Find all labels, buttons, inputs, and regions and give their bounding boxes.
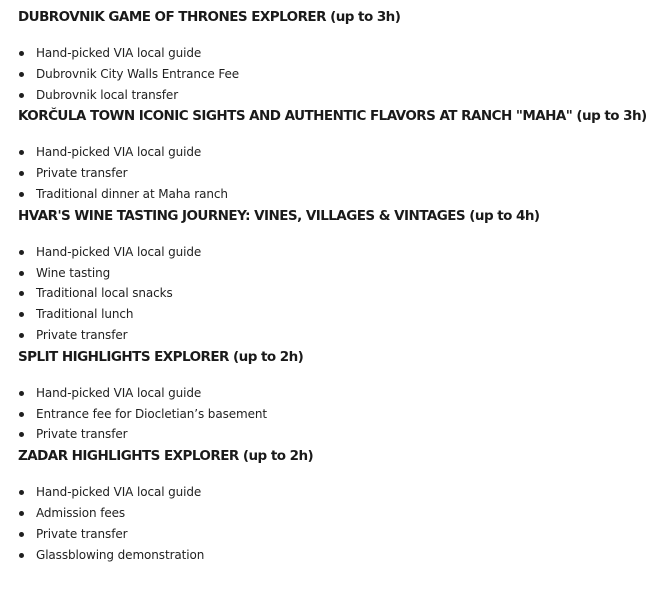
bullet-dot-icon <box>19 391 24 396</box>
tour-section-korcula <box>18 107 647 204</box>
tour-inclusions-list <box>18 8 647 565</box>
inclusions-list <box>18 242 608 346</box>
section-heading <box>18 207 608 225</box>
list-item <box>18 263 608 284</box>
bullet-dot-icon <box>19 333 24 338</box>
list-item-text: Private transfer <box>36 526 128 541</box>
list-item <box>18 64 608 85</box>
section-heading <box>18 107 647 125</box>
list-item <box>18 383 608 404</box>
bullet-dot-icon <box>19 192 24 197</box>
bullet-dot-icon <box>19 432 24 437</box>
bullet-dot-icon <box>19 291 24 296</box>
list-item <box>18 85 608 106</box>
section-duration: (up to 3h) <box>576 108 647 125</box>
bullet-dot-icon <box>19 93 24 98</box>
list-item <box>18 142 608 163</box>
list-item-text: Traditional dinner at Maha ranch <box>36 186 228 201</box>
bullet-dot-icon <box>19 532 24 537</box>
inclusions-list <box>18 43 608 105</box>
bullet-dot-icon <box>19 511 24 516</box>
list-item <box>18 43 608 64</box>
bullet-dot-icon <box>19 250 24 255</box>
bullet-dot-icon <box>19 72 24 77</box>
list-item <box>18 184 608 205</box>
list-item <box>18 242 608 263</box>
list-item-text: Admission fees <box>36 505 126 520</box>
list-item-text: Hand-picked VIA local guide <box>36 46 202 60</box>
list-item-text: Glassblowing demonstration <box>36 547 205 562</box>
section-duration: (up to 4h) <box>469 207 540 224</box>
list-item-text: Entrance fee for Diocletian’s basement <box>36 406 267 421</box>
section-title-text: SPLIT HIGHLIGHTS EXPLORER <box>18 348 229 365</box>
list-item-text: Dubrovnik local transfer <box>36 87 179 102</box>
list-item-text: Hand-picked VIA local guide <box>36 145 202 160</box>
list-item-text: Hand-picked VIA local guide <box>36 385 202 400</box>
inclusions-list <box>18 482 608 565</box>
section-title-text: KORČULA TOWN ICONIC SIGHTS AND AUTHENTIC FLAVORS AT RANCH "MAHA" <box>18 108 573 125</box>
section-duration: (up to 2h) <box>233 348 304 365</box>
list-item <box>18 424 608 445</box>
list-item <box>18 404 608 425</box>
list-item <box>18 482 608 503</box>
bullet-dot-icon <box>19 171 24 176</box>
bullet-dot-icon <box>19 412 24 417</box>
list-item-text: Private transfer <box>36 327 128 342</box>
list-item <box>18 503 608 524</box>
tour-section-hvar <box>18 207 608 346</box>
list-item-text: Private transfer <box>36 427 128 442</box>
list-item-text: Private transfer <box>36 166 128 181</box>
bullet-dot-icon <box>19 490 24 495</box>
section-title-text: ZADAR HIGHLIGHTS EXPLORER <box>18 448 239 465</box>
tour-section-zadar <box>18 447 608 565</box>
inclusions-list <box>18 383 608 445</box>
inclusions-list <box>18 142 608 204</box>
list-item-text: Traditional local snacks <box>36 286 173 301</box>
bullet-dot-icon <box>19 312 24 317</box>
list-item <box>18 325 608 346</box>
list-item-text: Traditional lunch <box>36 307 134 322</box>
list-item-text: Dubrovnik City Walls Entrance Fee <box>36 66 240 81</box>
bullet-dot-icon <box>19 150 24 155</box>
tour-section-dubrovnik <box>18 8 608 105</box>
list-item <box>18 163 608 184</box>
section-heading <box>18 8 608 26</box>
section-heading <box>18 447 608 465</box>
bullet-dot-icon <box>19 51 24 56</box>
list-item-text: Wine tasting <box>36 265 111 280</box>
list-item <box>18 304 608 325</box>
section-title-text: HVAR'S WINE TASTING JOURNEY: VINES, VILLAGES & VINTAGES <box>18 207 466 224</box>
section-duration: (up to 2h) <box>242 448 314 465</box>
section-title-text: DUBROVNIK GAME OF THRONES EXPLORER <box>18 9 326 25</box>
list-item <box>18 283 608 304</box>
tour-section-split <box>18 348 608 445</box>
bullet-dot-icon <box>19 271 24 276</box>
list-item <box>18 545 608 566</box>
list-item <box>18 524 608 545</box>
section-duration: (up to 3h) <box>330 9 401 25</box>
list-item-text: Hand-picked VIA local guide <box>36 485 202 500</box>
list-item-text: Hand-picked VIA local guide <box>36 244 202 259</box>
bullet-dot-icon <box>19 553 24 558</box>
section-heading <box>18 348 608 366</box>
